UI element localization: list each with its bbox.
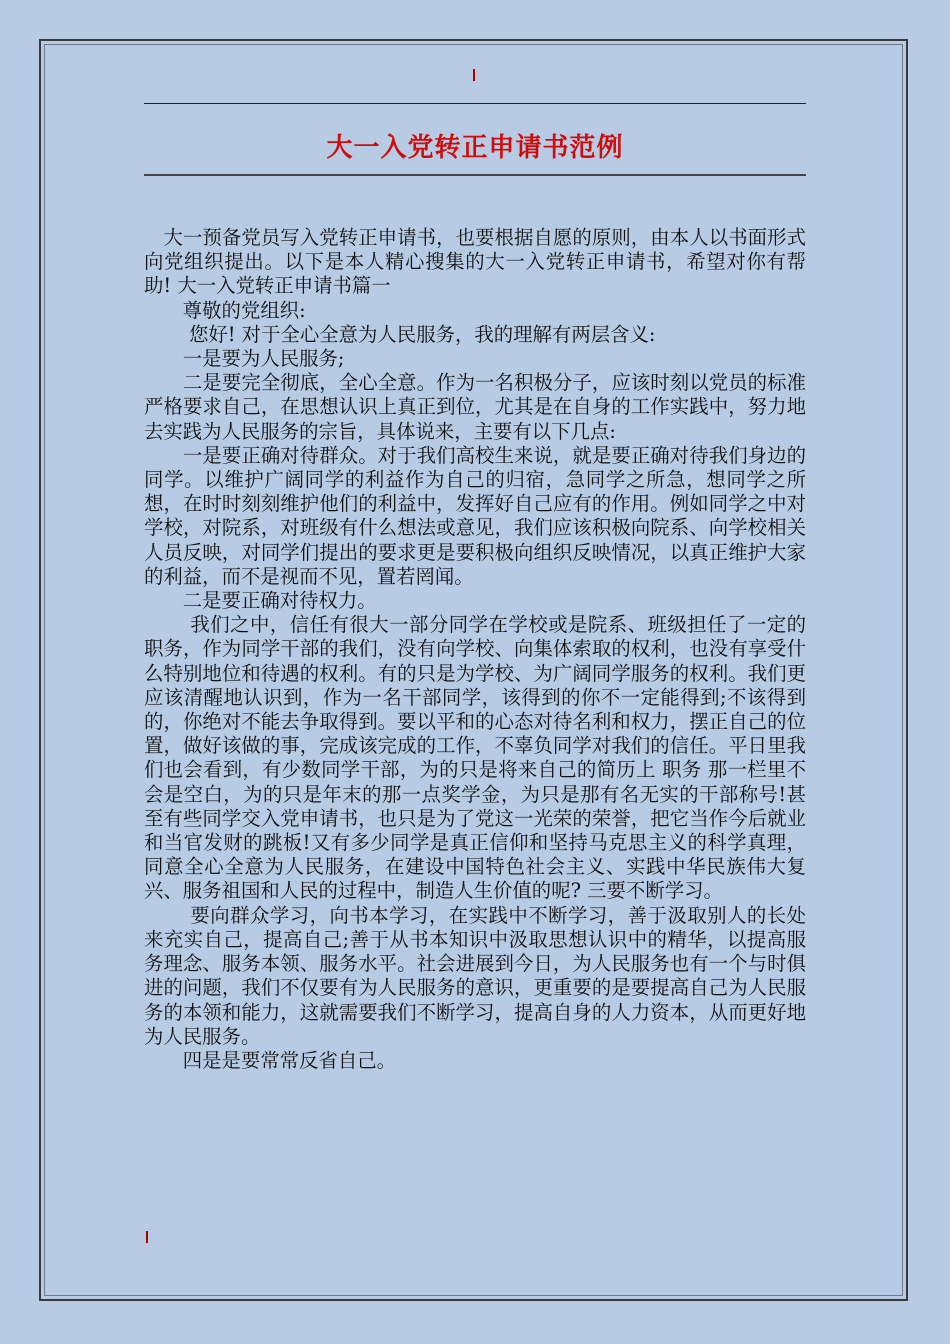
paragraph-point-1: 一是要为人民服务; [144, 347, 345, 371]
paragraph-masses: 一是要正确对待群众。对于我们高校生来说，就是要正确对待我们身边的同学。以维护广阔同学的利益作为自己的归宿，急同学之所急，想同学之所想，在时时刻刻维护他们的利益中，发挥好自己应有的作用。例如同学之中对学校，对院系，对班级有什么想法或意见，我们应该积极向院系、向学校相关人员反映，对同学们提出的要求更是要积极向组织反映情况，以真正维护大家的利益，而不是视而不见，置若罔闻。 [144, 443, 806, 588]
paragraph-learning: 要向群众学习，向书本学习，在实践中不断学习，善于汲取别人的长处来充实自己，提高自己;善于从书本知识中汲取思想认识中的精华，以提高服务理念、服务本领、服务水平。社会进展到今日，为人民服务也有一个与时俱进的问题，我们不仅要有为人民服务的意识，更重要的是要提高自己为人民服务的本领和能力，这就需要我们不断学习，提高自身的人力资本，从而更好地为人民服务。 [144, 903, 806, 1048]
document-title: 大一入党转正申请书范例 [326, 133, 624, 163]
paragraph-reflect: 四是是要常常反省自己。 [144, 1048, 397, 1072]
title-underline [144, 174, 806, 176]
paragraph-power: 我们之中，信任有很大一部分同学在学校或是院系、班级担任了一定的职务，作为同学干部的我们，没有向学校、向集体索取的权利，也没有享受什么特别地位和待遇的权利。有的只是为学校、为广阔同学服务的权利。我们更应该清醒地认识到，作为一名干部同学，该得到的你不一定能得到;不该得到的，你绝对不能去争取得到。要以平和的心态对待名利和权力，摆正自己的位置，做好该做的事，完成该完成的工作，不辜负同学对我们的信任。平日里我们也会看到，有少数同学干部，为的只是将来自己的简历上 职务 那一栏里不会是空白，为的只是年末的那一点奖学金，为只是那有名无实的干部称号!甚至有些同学交入党申请书，也只是为了党这一光荣的荣誉，把它当作今后就业和当官发财的跳板!又有多少同学是真正信仰和坚持马克思主义的科学真理，同意全心全意为人民服务，在建设中国特色社会主义、实践中华民族伟大复兴、服务祖国和人民的过程中，制造人生价值的呢? 三要不断学习。 [144, 613, 806, 903]
header-rule [144, 103, 806, 104]
paragraph-intro: 大一预备党员写入党转正申请书，也要根据自愿的原则，由本人以书面形式向党组织提出。以下是本人精心搜集的大一入党转正申请书，希望对你有帮助! 大一入党转正申请书篇一 [144, 226, 806, 298]
document-body [144, 226, 806, 1073]
paragraph-salutation: 尊敬的党组织: [144, 298, 306, 322]
paragraph-point-2: 二是要完全彻底，全心全意。作为一名积极分子，应该时刻以党员的标准严格要求自己，在思想认识上真正到位，尤其是在自身的工作实践中，努力地去实践为人民服务的宗旨，具体说来，主要有以下几点: [144, 371, 806, 443]
paragraph-greeting: 您好! 对于全心全意为人民服务，我的理解有两层含义: [144, 322, 656, 346]
paragraph-power-heading: 二是要正确对待权力。 [144, 589, 377, 613]
footer-mark [146, 1231, 148, 1243]
header-mark [473, 69, 475, 81]
